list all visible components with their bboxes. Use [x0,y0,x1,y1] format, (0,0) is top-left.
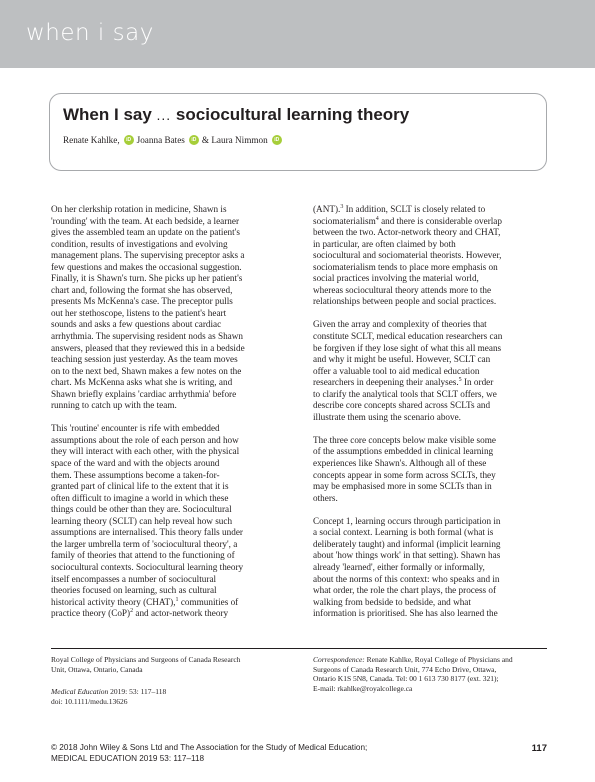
section-banner-text: when i say [26,20,154,46]
body-paragraph: On her clerkship rotation in medicine, Shawn is 'rounding' with the team. At each bedside, a learner gives the assembled team an update on the patient's condition, results of investigations and evolving management plans. The supervising preceptor asks a few questions and makes the occasional suggestion. Finally, it is Shawn's turn. She picks up her patient's chart and, following the format she has observed, presents Ms McKenna's case. The preceptor pulls out her stethoscope, listens to the patient's heart sounds and asks a few questions about cardiac arrhythmia. The supervising resident nods as Shawn answers, pleased that they reviewed this in a bedside teaching session just yesterday. As the team moves on to the next bed, Shawn makes a few notes on the chart. Ms McKenna asks what she is writing, and Shawn briefly explains 'cardiac arrhythmia' before running to catch up with the team. [51,204,245,411]
body-text: Given the array and complexity of theories that constitute SCLT, medical education researchers can be forgiven if they lose sight of what this all means and why it might be useful. However, SCLT can offer a valuable tool to aid medical education researchers in deepening their analyses. [313,319,503,388]
copyright-footer: © 2018 John Wiley & Sons Ltd and The Association for the Study of Medical Education; MEDICAL EDUCATION 2019 53: 117–118 [51,743,368,763]
doi-link[interactable]: doi: 10.1111/medu.13626 [51,696,128,706]
orcid-icon[interactable]: iD [272,135,282,145]
article-title [63,105,409,125]
title-ellipsis: ... [156,107,172,123]
title-box [49,93,547,171]
title-prefix: When I say [63,105,157,124]
footnote-divider [51,648,547,649]
affiliation: Royal College of Physicians and Surgeons of Canada Research Unit, Ottawa, Ontario, Canada [51,655,241,674]
body-paragraph: The three core concepts below make visible some of the assumptions embedded in clinical learning experiences like Shawn's. Although all of these concepts appear in some form across SCLTs, they may be emphasised more in some SCLTs than in others. [313,434,496,503]
author-name: Renate Kahlke, [63,135,120,145]
citation-ref[interactable]: 4 [375,215,379,222]
correspondence-label: Correspondence: [313,655,365,664]
correspondence-text: Renate Kahlke, Royal College of Physicians and Surgeons of Canada Research Unit, 774 Echo Drive, Ottawa, Ontario K1S 5N8, Canada. Tel: 00 1 613 730 8177 (ext. 321); E-mail: rkahlke@royalcollege.ca [313,655,513,693]
body-text: (ANT). [313,204,341,214]
citation-ref[interactable]: 2 [130,608,134,615]
journal-name: Medical Education [51,687,109,696]
orcid-icon[interactable]: iD [124,135,134,145]
journal-volume: 2019: 53: 117–118 [108,687,167,696]
body-text: and there is considerable overlap between the two. Actor-network theory and CHAT, in particular, are often claimed by both sociocultural and sociomaterial theorists. However, sociomaterialism tends to place more emphasis on social practices involving the material world, whereas sociocultural theory attends more to the relationships between people and social practices. [313,215,502,307]
page-number: 117 [531,743,547,754]
body-paragraph [313,204,547,308]
body-text: In order to clarify the analytical tools that SCLT offers, we describe core concepts shared across SCLTs and illustrate them using the scenario above. [313,377,497,422]
correspondence [313,655,547,693]
body-text: In addition, SCLT is closely related to sociomaterialism [313,204,486,226]
citation-ref[interactable]: 5 [458,377,462,384]
body-column-right [313,204,547,631]
section-banner [0,0,595,68]
body-text: This 'routine' encounter is rife with embedded assumptions about the role of each person and how they will interact with each other, with the physical space of the ward and with the objects around them. These assumptions become a taken-for- granted part of clinical life to the extent that it is often difficult to imagine a world in which these things could be other than they are. Sociocultural learning theory (SCLT) can help reveal how such assumptions are internalised. This theory falls under the larger umbrella term of 'sociocultural theory', a family of theories that attend to the functioning of sociocultural contexts. Sociocultural learning theory itself encompasses a number of sociocultural theories focused on learning, such as cultural historical activity theory (CHAT), [51,423,244,607]
body-paragraph [51,423,288,619]
author-list [63,135,285,145]
author-name: & Laura Nimmon [201,135,268,145]
body-text: and actor-network theory [133,608,229,619]
orcid-icon[interactable]: iD [189,135,199,145]
journal-citation [51,687,288,706]
citation-ref[interactable]: 1 [175,596,179,603]
citation-ref[interactable]: 3 [340,203,344,210]
body-column-left [51,204,288,631]
body-paragraph: Concept 1, learning occurs through participation in a social context. Learning is both formal (what is deliberately taught) and informal (implicit learning about 'how things work' in that setting). Shawn has already 'learned', either formally or informally, about the norms of this context: who speaks and in what order, the role the chart plays, the process of walking from bedside to bedside, and what information is prioritised. She has also learned the [313,515,501,619]
title-suffix: sociocultural learning theory [171,105,410,124]
body-text: communities of practice theory (CoP) [51,596,239,619]
body-paragraph [313,319,547,423]
author-name: Joanna Bates [136,135,185,145]
